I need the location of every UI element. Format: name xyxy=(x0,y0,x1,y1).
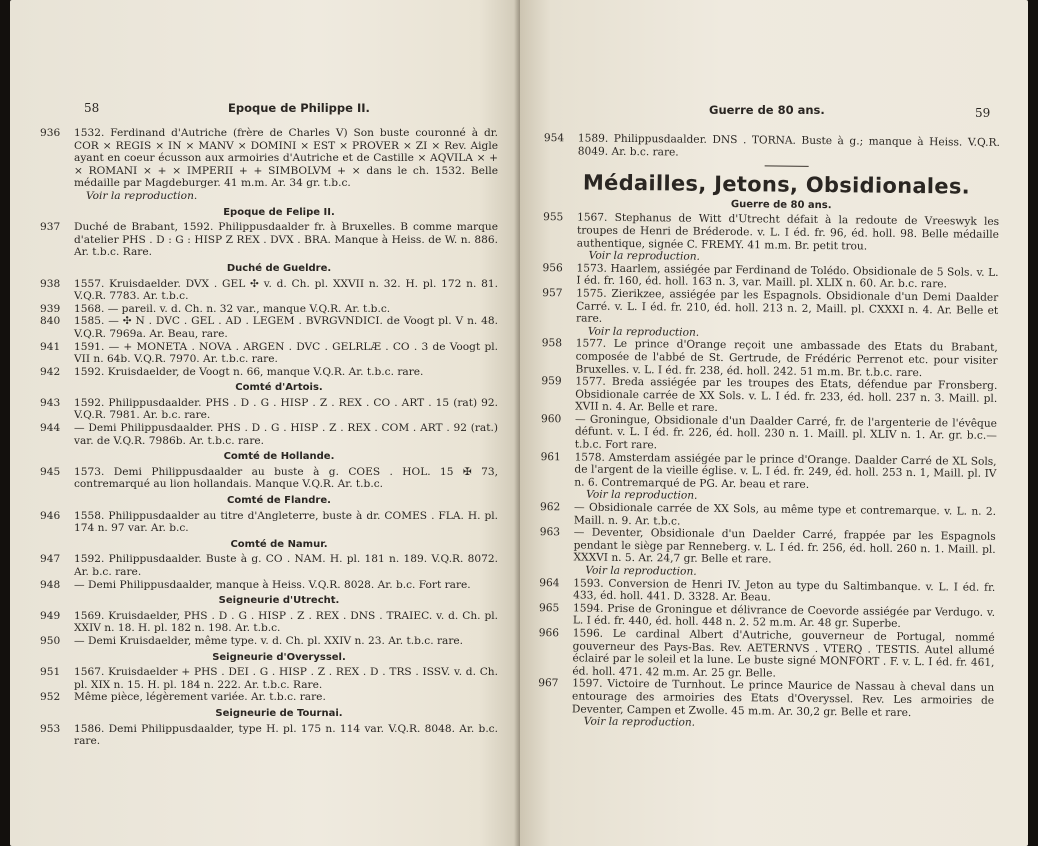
entry-text: Même pièce, légèrement variée. Ar. t.b.c. rare. xyxy=(74,691,326,704)
entry-number: 952 xyxy=(40,691,61,704)
catalog-entry xyxy=(30,221,498,259)
catalog-entry xyxy=(533,211,1000,266)
catalog-entry xyxy=(534,132,1000,162)
entry-text: 1596. Le cardinal Albert d'Autriche, gouverneur de Portugal, nommé gouverneur des Pays-Bas. Rev. AETERNVS . VTERQ . TESTIS. Autel allumé éclairé par le soleil et la lune. Le buste signé MONFORT . F. v. L. I éd. fr. 461, éd. holl. 471. 42 m.m. Ar. 25 gr. Belle. xyxy=(572,627,995,680)
entry-text: 1567. Kruisdaelder + PHS . DEI . G . HISP . Z . REX . D . TRS . ISSV. v. d. Ch. pl. XIX n. 15. H. pl. 184 n. 222. Ar. t.b.c. Rare. xyxy=(74,666,498,691)
entry-number: 962 xyxy=(540,501,561,514)
reproduction-note: Voir la reproduction. xyxy=(586,489,698,503)
entry-text: — Obsidionale carrée de XX Sols, au même type et contremarque. v. L. n. 2. Maill. n. 9. Ar. t.b.c. xyxy=(573,501,997,528)
entry-number: 967 xyxy=(538,677,559,690)
section-heading: Seigneurie de Tournai. xyxy=(215,707,343,719)
entry-number: 954 xyxy=(543,132,565,145)
entry-number: 937 xyxy=(40,221,61,234)
catalog-entry xyxy=(30,422,498,447)
entry-number: 958 xyxy=(541,337,563,350)
page-number: 58 xyxy=(84,101,100,115)
section-heading: Comté d'Artois. xyxy=(235,382,323,394)
reproduction-note: Voir la reproduction. xyxy=(588,249,701,263)
entry-number: 966 xyxy=(538,627,560,640)
reproduction-note: Voir la reproduction. xyxy=(585,564,697,578)
entry-text: 1573. Demi Philippusdaalder au buste à g. COES . HOL. 15 ✠ 73, contremarqué au lion hollandais. Manque V.Q.R. Ar. t.b.c. xyxy=(74,465,498,491)
entry-number: 945 xyxy=(40,465,61,478)
entry-text: 1575. Zierikzee, assiégée par les Espagnols. Obsidionale d'un Demi Daalder Carré. v. L. I éd. fr. 210, éd. holl. 213 n. 2, Maill. pl. CXXXI n. 4. Ar. Belle et rare. Voir la reproduction. xyxy=(576,287,999,342)
chapter-title: Médailles, Jetons, Obsidionales. xyxy=(582,170,971,199)
entry-number: 947 xyxy=(40,553,61,566)
catalog-entry xyxy=(30,666,498,691)
entry-text: — Groningue, Obsidionale d'un Daalder Carré, fr. de l'argenterie de l'évêque défunt. v. L. I éd. fr. 226, éd. holl. 230 n. 1. Maill. pl. XLIV n. 1. Ar. gr. b.c.—t.b.c. Fort rare. xyxy=(574,413,998,452)
entry-number: 936 xyxy=(40,127,61,139)
catalog-entry xyxy=(532,287,999,342)
entry-text: — Demi Philippusdaalder. PHS . D . G . HISP . Z . REX . COM . ART . 92 (rat.) var. de V.Q.R. 7986b. Ar. t.b.c. rare. xyxy=(74,422,498,447)
catalog-entry xyxy=(30,723,498,748)
entry-text: 1532. Ferdinand d'Autriche (frère de Charles V) Son buste couronné à dr. COR × REGIS × IN × MANV × DOMINI × EST × PROVER × ZI × Rev. Aigle ayant en coeur écusson aux armoiries d'Autriche et de Castille × AQVILA × + × ROMANI × + × IMPERII + + SIMBOLVM + × dans le ch. 1532. Belle médaille par Magdeburger. 41 m.m. Ar. 34 gr. t.b.c. Voir la reproduction. xyxy=(74,127,498,202)
entry-number: 938 xyxy=(40,277,61,290)
entry-text: — Deventer, Obsidionale d'un Daelder Carré, frappée par les Espagnols pendant le siège par Renneberg. v. L. I éd. fr. 256, éd. holl. 260 n. 1. Maill. pl. XXXVI n. 5. Ar. 24,7 gr. Belle et rare. Voir la reproduction. xyxy=(573,527,996,582)
entry-text: — Demi Philippusdaalder, manque à Heiss. V.Q.R. 8028. Ar. b.c. Fort rare. xyxy=(74,578,471,591)
entry-number: 956 xyxy=(542,261,563,275)
entry-number: 963 xyxy=(539,526,561,539)
catalog-entry xyxy=(30,366,498,379)
entry-text: 1592. Philippusdaalder. PHS . D . G . HISP . Z . REX . CO . ART . 15 (rat) 92. V.Q.R. 7981. Ar. b.c. rare. xyxy=(74,396,498,422)
catalog-entry xyxy=(30,466,498,491)
entry-text: 1597. Victoire de Turnhout. Le prince Maurice de Nassau à cheval dans un entourage des armoiries des Etats d'Overyssel. Rev. Les armoiries de Deventer, Campen et Zwolle. 45 m.m. Ar. 30,2 gr. Belle et rare. Voir la reproduction. xyxy=(572,678,995,733)
entry-text: 1589. Philippusdaalder. DNS . TORNA. Buste à g.; manque à Heiss. V.Q.R. 8049. Ar. b.c. rare. xyxy=(577,132,1000,159)
section-heading: Comté de Flandre. xyxy=(227,495,331,507)
catalog-entry xyxy=(30,278,498,303)
entry-number: 944 xyxy=(40,422,61,435)
right-page-body xyxy=(528,132,1000,733)
entry-text: 1594. Prise de Groningue et délivrance de Coevorde assiégée par Verdugo. v. L. I éd. fr. 440, éd. holl. 448 n. 2. 52 m.m. Ar. 48 gr. Superbe. xyxy=(572,602,996,631)
catalog-entry xyxy=(30,635,498,648)
entry-text: 1592. Philippusdaalder. Buste à g. CO . NAM. H. pl. 181 n. 189. V.Q.R. 8072. Ar. b.c. rare. xyxy=(74,553,498,578)
catalog-entry xyxy=(30,397,498,422)
entry-number: 840 xyxy=(40,315,61,328)
reproduction-note: Voir la reproduction. xyxy=(587,325,700,339)
entry-number: 948 xyxy=(40,578,61,591)
page-number: 59 xyxy=(975,106,991,120)
section-heading: Epoque de Felipe II. xyxy=(223,206,335,218)
entry-number: 953 xyxy=(40,722,61,735)
entry-number: 942 xyxy=(40,365,61,378)
catalog-entry xyxy=(531,413,997,456)
catalog-entry xyxy=(30,510,498,535)
entry-text: 1573. Haarlem, assiégée par Ferdinand de Tolédo. Obsidionale de 5 Sols. v. L. I éd. fr. 160, éd. holl. 163 n. 3, var. Maill. pl. XLIX n. 60. Ar. b.c. rare. xyxy=(576,262,999,291)
entry-list xyxy=(528,211,999,732)
entry-number: 951 xyxy=(40,666,61,679)
entry-number: 941 xyxy=(40,340,61,353)
catalog-entry xyxy=(30,579,498,592)
section-heading: Duché de Gueldre. xyxy=(226,262,332,274)
entry-number: 960 xyxy=(540,412,562,426)
catalog-entry xyxy=(30,610,498,635)
entry-number: 939 xyxy=(40,302,61,315)
entry-text: Duché de Brabant, 1592. Philippusdaalder fr. à Bruxelles. B comme marque d'atelier PHS . D : G : HISP Z REX . DVX . BRA. Manque à Heiss. de W. n. 886. Ar. t.b.c. Rare. xyxy=(74,221,498,259)
catalog-entry xyxy=(30,315,498,340)
entry-text: 1567. Stephanus de Witt d'Utrecht défait à la redoute de Vreeswyk les troupes de Henri de Bréderode. v. L. I éd. fr. 96, éd. holl. 98. Belle médaille authentique, signée C. FREMY. 41 m.m. Br. petit trou. Voir la reproduction. xyxy=(577,212,1000,267)
entry-text: 1557. Kruisdaelder. DVX . GEL ✣ v. d. Ch. pl. XXVII n. 32. H. pl. 172 n. 81. V.Q.R. 7783. Ar. t.b.c. xyxy=(74,277,498,303)
entry-text: 1577. Le prince d'Orange reçoit une ambassade des Etats du Brabant, composée de l'abbé de St. Gertrude, de Frédéric Perrenot etc. pour visiter Bruxelles. v. L. I éd. fr. 238, éd. holl. 242. 51 m.m. Br. t.b.c. rare. xyxy=(575,337,998,379)
entry-text: 1591. — + MONETA . NOVA . ARGEN . DVC . GELRLÆ . CO . 3 de Voogt pl. VII n. 64b. V.Q.R. 7970. Ar. t.b.c. rare. xyxy=(74,340,498,366)
running-header: Epoque de Philippe II. xyxy=(228,101,370,115)
catalog-entry xyxy=(30,553,498,578)
entry-text: 1585. — ✣ N . DVC . GEL . AD . LEGEM . BVRGVNDICI. de Voogt pl. V n. 48. V.Q.R. 7969a. Ar. Beau, rare. xyxy=(74,315,498,340)
separator-rule xyxy=(765,166,809,167)
entry-text: 1593. Conversion de Henri IV. Jeton au type du Saltimbanque. v. L. I éd. fr. 433, éd. holl. 441. D. 3328. Ar. Beau. xyxy=(573,577,996,604)
entry-text: 1592. Kruisdaelder, de Voogt n. 66, manque V.Q.R. Ar. t.b.c. rare. xyxy=(74,365,424,378)
section-heading: Seigneurie d'Utrecht. xyxy=(218,595,340,607)
catalog-entry xyxy=(530,451,997,506)
entry-number: 961 xyxy=(540,450,561,463)
right-page xyxy=(520,0,1028,846)
catalog-entry xyxy=(30,691,498,704)
left-page-body xyxy=(30,127,498,748)
reproduction-note: Voir la reproduction. xyxy=(583,715,696,729)
entry-number: 965 xyxy=(538,601,560,615)
entry-text: 1577. Breda assiégée par les troupes des Etats, défendue par Fronsberg. Obsidionale carrée de XX Sols. v. L. I éd. fr. 233, éd. holl. 237 n. 3. Maill. pl. XVII n. 4. Ar. Belle et rare. xyxy=(575,375,998,415)
running-header: Guerre de 80 ans. xyxy=(709,103,825,117)
entry-number: 964 xyxy=(539,576,560,589)
left-page xyxy=(10,0,520,846)
catalog-entry xyxy=(531,337,997,380)
section-heading: Comté de Hollande. xyxy=(223,451,335,463)
section-heading: Comté de Namur. xyxy=(230,538,328,550)
catalog-entry xyxy=(30,303,498,316)
section-title: Guerre de 80 ans. xyxy=(730,198,832,211)
catalog-entry xyxy=(30,127,498,203)
entry-number: 955 xyxy=(543,211,564,224)
entry-number: 949 xyxy=(40,609,61,622)
section-heading: Seigneurie d'Overyssel. xyxy=(212,651,346,663)
entry-text: 1569. Kruisdaelder, PHS . D . G . HISP . Z . REX . DNS . TRAIEC. v. d. Ch. pl. XXIV n. 18. H. pl. 182 n. 198. Ar. t.b.c. xyxy=(74,609,498,635)
catalog-entry xyxy=(528,677,995,732)
entry-text: 1568. — pareil. v. d. Ch. n. 32 var., manque V.Q.R. Ar. t.b.c. xyxy=(74,302,391,315)
entry-number: 950 xyxy=(40,634,61,647)
catalog-entry xyxy=(531,375,997,418)
catalog-entry xyxy=(30,341,498,366)
entry-number: 943 xyxy=(40,396,61,409)
entry-text: 1558. Philippusdaalder au titre d'Angleterre, buste à dr. COMES . FLA. H. pl. 174 n. 97 var. Ar. b.c. xyxy=(74,509,498,535)
entry-number: 957 xyxy=(542,287,563,300)
reproduction-note: Voir la reproduction. xyxy=(86,189,198,202)
catalog-entry xyxy=(528,627,995,682)
entry-text: 1586. Demi Philippusdaalder, type H. pl. 175 n. 114 var. V.Q.R. 8048. Ar. b.c. rare. xyxy=(74,722,498,748)
entry-text: — Demi Kruisdaelder, même type. v. d. Ch. pl. XXIV n. 23. Ar. t.b.c. rare. xyxy=(74,634,464,647)
catalog-entry xyxy=(529,526,996,581)
entry-number: 959 xyxy=(541,375,562,388)
entry-number: 946 xyxy=(40,509,61,522)
entry-text: 1578. Amsterdam assiégée par le prince d'Orange. Daalder Carré de XL Sols, de l'argent de la vieille église. v. L. I éd. fr. 249, éd. holl. 253 n. 1, Maill. pl. IV n. 6. Contremarqué de PG. Ar. beau et rare. Voir la reproduction. xyxy=(574,451,997,506)
